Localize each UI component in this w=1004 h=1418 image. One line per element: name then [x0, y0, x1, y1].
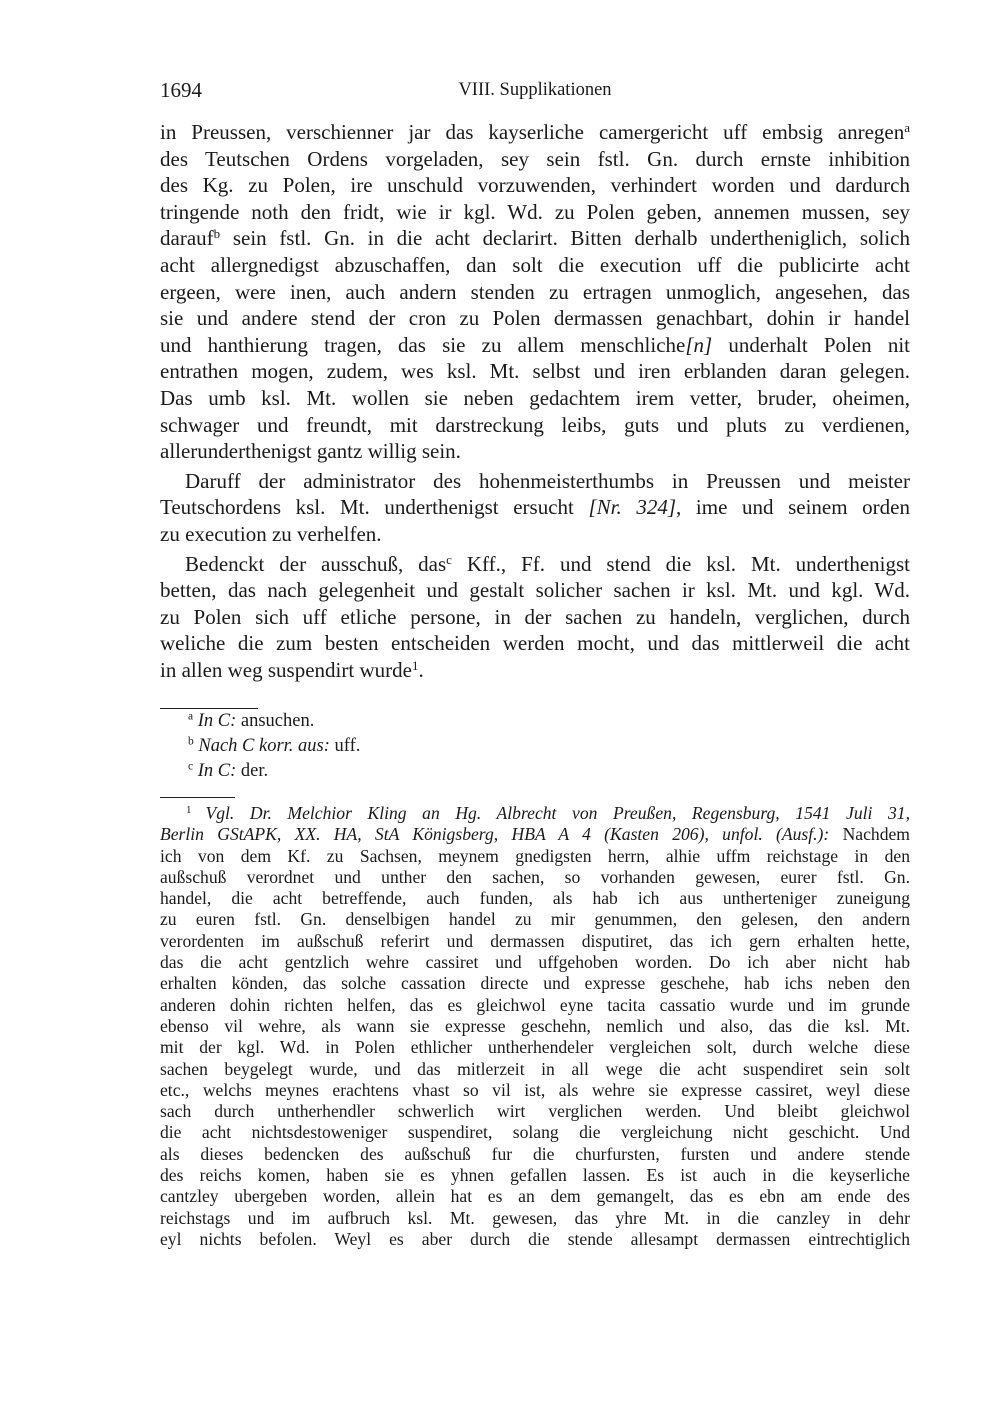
- textual-note: [160, 709, 910, 734]
- text-line: [160, 305, 910, 332]
- text-line: [160, 468, 910, 495]
- text-line: [160, 630, 910, 657]
- main-text: [160, 119, 910, 683]
- text-segment: uff.: [329, 736, 361, 756]
- note-marker: c: [446, 551, 452, 567]
- text-segment: Daruff der administrator des hohenmeisterthumbs in Preussen und meister: [185, 468, 910, 493]
- note-marker: c: [188, 760, 194, 773]
- text-segment: reichstags und im aufbruch ksl. Mt. gewesen, das yhre Mt. in die canzley in dehr: [160, 1207, 910, 1228]
- paragraph: [160, 551, 910, 684]
- text-segment: eyl nichts befolen. Weyl es aber durch die stende allesampt dermassen eintrechtiglich: [160, 1228, 910, 1249]
- text-segment: Kff., Ff. und stend die ksl. Mt. underthenigst: [451, 551, 910, 576]
- text-line: [160, 494, 910, 521]
- text-line: [160, 146, 910, 173]
- text-line: [160, 385, 910, 412]
- text-line: [160, 846, 910, 867]
- italic-text: In C:: [197, 761, 237, 781]
- italic-text: In C:: [197, 711, 237, 731]
- text-segment: verordenten im außschuß referirt und dermassen disputiret, das ich gern erhalten hette,: [160, 930, 910, 951]
- text-line: [160, 172, 910, 199]
- text-line: [160, 973, 910, 994]
- text-segment: sein fstl. Gn. in die acht declarirt. Bitten derhalb undertheniglich, solich: [220, 226, 910, 251]
- paragraph: [160, 468, 910, 548]
- text-segment: underhalt Polen nit: [712, 332, 910, 357]
- text-segment: zu execution zu verhelfen.: [160, 521, 382, 546]
- page-header: [160, 78, 910, 108]
- text-segment: .: [418, 657, 424, 682]
- running-title: VIII. Supplikationen: [458, 80, 612, 100]
- note-marker: b: [188, 735, 194, 748]
- text-segment: ergeen, were inen, auch andern stenden zu ertragen unmoglich, angesehen, das: [160, 279, 910, 304]
- text-segment: das die acht gentzlich wehre cassiret und uffgehoben worden. Do ich aber nicht hab: [160, 952, 910, 973]
- text-line: [160, 1229, 910, 1250]
- text-line: [160, 1059, 910, 1080]
- text-line: [160, 952, 910, 973]
- text-segment: außschuß verordnet und unther den sachen, so vorhanden gewesen, eurer fstl. Gn.: [160, 866, 910, 887]
- text-segment: schwager und freundt, mit darstreckung leibs, guts und pluts zu verdienen,: [160, 412, 910, 437]
- text-segment: handel, die acht betreffende, auch funden, als hab ich aus untherteniger zuneigung: [160, 888, 910, 909]
- text-segment: weliche die zum besten entscheiden werden mocht, und das mittlerweil die acht: [160, 631, 910, 656]
- text-line: [160, 1122, 910, 1143]
- text-line: [160, 225, 910, 252]
- text-segment: Teutschordens ksl. Mt. underthenigst ersucht: [160, 495, 589, 520]
- text-line: [160, 1016, 910, 1037]
- note-marker: a: [188, 710, 194, 723]
- text-line: [160, 1101, 910, 1122]
- italic-text: Nach C korr. aus:: [198, 736, 330, 756]
- text-segment: , ime und seinem orden: [676, 495, 910, 520]
- italic-text: [Nr. 324]: [588, 495, 677, 520]
- text-line: [160, 199, 910, 226]
- text-segment: die acht nichtsdestoweniger suspendiret, solang die vergleichung nicht geschicht. Und: [160, 1122, 910, 1143]
- footnotes: [160, 803, 910, 1250]
- text-segment: ansuchen.: [236, 711, 315, 731]
- text-line: [160, 412, 910, 439]
- footnotes-divider: [160, 797, 235, 798]
- text-segment: anderen dohin richten helfen, das es gleichwol eyne tacita cassatio wurde und im grunde: [160, 994, 910, 1015]
- text-segment: tringende noth den fridt, wie ir kgl. Wd. zu Polen geben, annemen mussen, sey: [160, 199, 910, 224]
- text-line: [160, 279, 910, 306]
- text-segment: in Preussen, verschienner jar das kayserliche camergericht uff embsig anregen: [160, 120, 905, 144]
- page-number: 1694: [160, 78, 202, 102]
- text-segment: Das umb ksl. Mt. wollen sie neben gedachtem irem vetter, bruder, oheimen,: [160, 385, 910, 410]
- text-segment: acht allergnedigst abzuschaffen, dan solt die execution uff die publicirte acht: [160, 252, 910, 277]
- text-segment: etc., welchs meynes erachtens vhast so vil ist, als wehre sie expresse cassiret, weyl diese: [160, 1079, 910, 1100]
- text-line: [160, 551, 910, 578]
- italic-text: [n]: [685, 332, 713, 357]
- text-segment: zu Polen sich uff etliche persone, in der sachen zu handeln, verglichen, durch: [160, 604, 910, 629]
- text-segment: in allen weg suspendirt wurde: [160, 657, 412, 682]
- text-segment: Bedenckt der ausschuß, das: [185, 551, 447, 576]
- text-segment: Nachdem: [829, 824, 910, 845]
- paragraph: [160, 119, 910, 465]
- italic-text: Berlin GStAPK, XX. HA, StA Königsberg, HBA A 4 (Kasten 206), unfol. (Ausf.):: [160, 824, 830, 845]
- text-line: [160, 119, 910, 146]
- text-line: [160, 577, 910, 604]
- text-segment: des reichs komen, haben sie es yhnen gefallen lassen. Es ist auch in die keyserliche: [160, 1165, 910, 1186]
- text-segment: sachen beygelegt wurde, und das mitlerzeit in all wege die acht suspendiret sein solt: [160, 1058, 910, 1079]
- text-segment: zu euren fstl. Gn. denselbigen handel zu mir genummen, den gelesen, den andern: [160, 909, 910, 930]
- text-line: [160, 438, 910, 465]
- text-line: [160, 604, 910, 631]
- text-segment: sach durch untherhendler schwerlich wirt verglichen werden. Und bleibt gleichwol: [160, 1101, 910, 1122]
- text-line: [160, 931, 910, 952]
- textual-notes: [160, 709, 910, 784]
- text-line: [160, 252, 910, 279]
- text-line: [160, 1080, 910, 1101]
- textual-note: [160, 734, 910, 759]
- note-marker: 1: [186, 804, 192, 816]
- text-line: [160, 657, 910, 684]
- text-segment: ich von dem Kf. zu Sachsen, meynem gnedigsten herrn, alhie uffm reichstage in den: [160, 845, 910, 866]
- text-line: [160, 824, 910, 845]
- text-line: [160, 332, 910, 359]
- text-line: [160, 888, 910, 909]
- text-segment: des Kg. zu Polen, ire unschuld vorzuwenden, verhindert worden und dardurch: [160, 173, 910, 198]
- text-line: [160, 909, 910, 930]
- text-segment: des Teutschen Ordens vorgeladen, sey sein fstl. Gn. durch ernste inhibition: [160, 146, 910, 171]
- note-marker: 1: [411, 657, 419, 673]
- text-line: [160, 1208, 910, 1229]
- italic-text: Vgl. Dr. Melchior Kling an Hg. Albrecht von Preußen, Regensburg, 1541 Juli 31,: [205, 803, 910, 823]
- text-segment: cantzley ubergeben worden, allein hat es an dem gemangelt, das es ebn am ende des: [160, 1186, 910, 1207]
- text-line: [160, 867, 910, 888]
- text-segment: und hanthierung tragen, das sie zu allem menschliche: [160, 332, 686, 357]
- text-line: [160, 1165, 910, 1186]
- text-line: [160, 521, 910, 548]
- text-segment: entrathen mogen, zudem, wes ksl. Mt. selbst und iren erblanden daran gelegen.: [160, 359, 910, 384]
- text-line: [160, 995, 910, 1016]
- text-segment: erhalten könden, das solche cassation directe und expresse geschehe, hab ichs neben den: [160, 973, 910, 994]
- text-segment: ebenso vil wehre, als wann sie expresse geschehn, nemlich und also, das die ksl. Mt.: [160, 1015, 910, 1036]
- text-line: [160, 1186, 910, 1207]
- text-segment: der.: [236, 761, 269, 781]
- text-segment: allerunderthenigst gantz willig sein.: [160, 439, 461, 464]
- text-segment: betten, das nach gelegenheit und gestalt solicher sachen ir ksl. Mt. und kgl. Wd.: [160, 578, 910, 603]
- text-segment: als dieses bedencken des außschuß fur die churfursten, fursten und andere stende: [160, 1143, 910, 1164]
- note-marker: a: [904, 119, 910, 135]
- text-segment: sie und andere stend der cron zu Polen dermassen genachbart, dohin ir handel: [160, 306, 910, 331]
- textual-note: [160, 759, 910, 784]
- note-marker: b: [213, 226, 221, 242]
- text-line: [160, 1037, 910, 1058]
- text-segment: mit der kgl. Wd. in Polen ethlicher untherhendeler vergleichen solt, durch welche diese: [160, 1037, 910, 1058]
- text-line: [160, 803, 910, 824]
- text-line: [160, 1144, 910, 1165]
- text-segment: darauf: [160, 226, 214, 251]
- text-line: [160, 358, 910, 385]
